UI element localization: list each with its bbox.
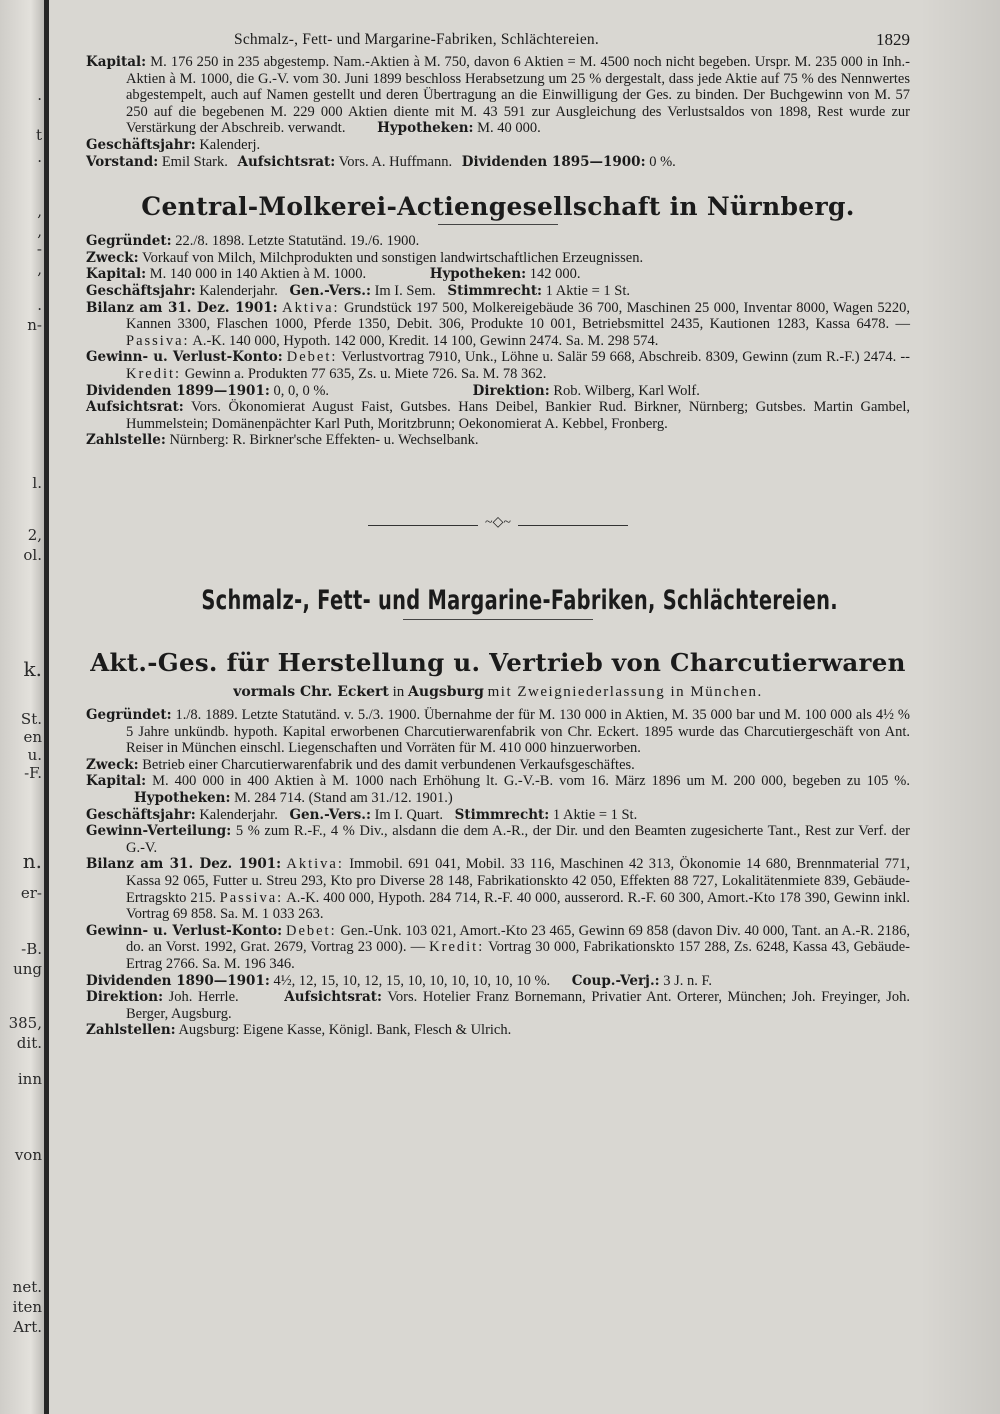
field-label: Direktion: [86,989,164,1006]
passiva-word: Passiva: [219,889,284,906]
field-label: Geschäftsjahr: [86,282,196,299]
margin-fragment: , [37,260,42,278]
c2-kapital-paragraph [86,773,910,806]
margin-fragment: von [14,1146,42,1164]
field-text: Im I. Sem. [374,282,436,299]
field-text: Im I. Quart. [374,806,444,823]
title-underline [438,224,558,225]
margin-fragment: inn [17,1070,42,1088]
field-text: 4½, 12, 15, 10, 12, 15, 10, 10, 10, 10, 10, 10 %. [273,972,551,989]
field-label: Gen.-Vers.: [289,282,371,299]
passiva-word: Passiva: [126,332,190,349]
field-text: A.-K. 140 000, Hypoth. 142 000, Kredit. 14 100, Gewinn 2474. Sa. M. 298 574. [192,332,659,349]
field-text: 1 Aktie = 1 St. [545,282,630,299]
margin-fragment: n. [22,849,42,873]
field-label: Aufsichtsrat: [284,989,382,1006]
field-label: Hypotheken: [429,266,527,283]
margin-fragment: ung [13,960,42,978]
aktiva-word: Aktiva: [286,856,344,873]
field-text: 142 000. [529,266,581,283]
c2-geschaeftsjahr-paragraph [86,807,910,824]
ornament-line-left [368,525,478,526]
c2-zahlstellen-paragraph [86,1022,910,1039]
c2-gegruendet-paragraph [86,707,910,757]
field-label: Stimmrecht: [447,282,543,299]
kredit-word: Kredit: [126,365,182,382]
field-label: Geschäftsjahr: [86,136,196,153]
field-label: Kapital: [86,54,147,70]
field-label: Bilanz am 31. Dez. 1901: [86,856,282,873]
field-text: M. 40 000. [477,120,541,137]
margin-fragment: en [23,728,42,746]
debet-word: Debet: [285,922,337,939]
subtitle-rest: mit Zweigniederlassung in München. [487,684,763,701]
margin-fragment: Art. [13,1318,42,1336]
field-text: M. 400 000 in 400 Aktien à M. 1000 nach Erhöhung lt. G.-V.-B. vom 16. März 1896 um M. 200 000, begeben zu 105 %. [152,773,911,790]
field-text: 22./8. 1898. Letzte Statutänd. 19./6. 1900. [175,233,420,250]
field-text: Betrieb einer Charcutierwarenfabrik und des damit verbundenen Verkaufsgeschäftes. [142,756,635,773]
margin-fragment: ol. [23,546,42,564]
margin-fragment: 385, [8,1014,42,1032]
page-number: 1829 [876,30,910,49]
field-text: Emil Stark. [161,153,228,170]
field-label: Dividenden 1890—1901: [86,972,270,989]
field-text: Verlustvortrag 7910, Unk., Löhne u. Salär 59 668, Abschreib. 8309, Gewinn (zum R.-F.) 2474. -- [341,349,910,366]
field-label: Coup.-Verj.: [571,972,660,989]
field-text: Vortrag 30 000, Fabrikationskto 157 288, Zs. 6248, Kassa 43, Gebäude-Ertrag 2766. Sa. M. 196 346. [126,939,911,972]
field-text: Grundstück 197 500, Molkereigebäude 36 700, Maschinen 25 000, Inventar 8000, Wagen 5220, Kannen 3300, Flaschen 1000, Pferde 1350, Debit. 306, Produkte 10 001, Betriebsmittel 2435, Kautionen 1283, Kassa 6478. — [126,299,911,333]
c1-aufsichtsrat-paragraph [86,399,910,432]
c2-gewinnverteilung-paragraph [86,823,910,856]
field-text: Gewinn a. Produkten 77 635, Zs. u. Miete 726. Sa. M. 78 362. [184,365,547,382]
field-label: Stimmrecht: [454,806,550,823]
field-label: Gewinn- u. Verlust-Konto: [86,349,283,366]
c2-guv-paragraph [86,923,910,973]
c1-guv-paragraph [86,349,910,382]
margin-fragment: n- [27,316,42,334]
c1-zweck-paragraph [86,250,910,267]
company-2-title: Akt.-Ges. für Herstellung u. Vertrieb von Charcutierwaren [90,648,906,678]
field-label: Hypotheken: [134,790,231,807]
company-1-title: Central-Molkerei-Actiengesellschaft in Nürnberg. [141,192,855,222]
field-text: M. 140 000 in 140 Aktien à M. 1000. [149,266,367,283]
section-divider-ornament [368,514,628,533]
c2-direktion-paragraph [86,989,910,1022]
field-label: Direktion: [472,382,550,399]
field-text: Kalenderjahr. [199,282,278,299]
margin-fragment: . [37,296,42,314]
field-label: Zahlstellen: [86,1022,176,1039]
page-edge-shadow [920,0,1000,1414]
field-label: Dividenden 1899—1901: [86,382,270,399]
margin-fragment: 2, [27,526,42,544]
field-text: 1./8. 1889. Letzte Statutänd. v. 5./3. 1900. Übernahme der für M. 130 000 in Aktien, M. 35 000 bar und M. 100 000 als 4½ % 5 Jahre unkündb. hypoth. Kapital erworbenen Charcutierwarenfabrik von Chr. Eckert. 1895 wurde das Charcutiergeschäft von Ant. Reiser in München einschl. Liegenschaften und Vorräten für M. 410 000 hinzuerworben. [126,707,910,757]
margin-fragment: , [37,202,42,220]
field-label: Zweck: [86,249,139,266]
field-label: Gewinn-Verteilung: [86,823,232,840]
field-label: Aufsichtsrat: [86,399,184,416]
margin-fragment: . [37,86,42,104]
field-text: 0 %. [649,153,676,170]
kredit-word: Kredit: [429,939,485,956]
running-head-title: Schmalz-, Fett- und Margarine-Fabriken, Schlächtereien. [234,31,599,48]
c1-bilanz-paragraph [86,300,910,350]
field-label: Gewinn- u. Verlust-Konto: [86,922,283,939]
company-2-subtitle [86,684,910,701]
field-text: Vors. A. Huffmann. [338,153,453,170]
section-heading: Schmalz-, Fett- und Margarine-Fabriken, Schlächtereien. [201,584,838,616]
c2-bilanz-paragraph [86,856,910,922]
margin-fragment: iten [12,1298,42,1316]
margin-fragment: k. [23,657,42,681]
c1-zahlstelle-paragraph [86,432,910,449]
margin-fragment: dit. [16,1034,42,1052]
ornament-line-right [518,525,628,526]
aktiva-word: Aktiva: [282,299,340,316]
section-heading-underline [403,619,593,620]
field-text: Nürnberg: R. Birkner'sche Effekten- u. Wechselbank. [169,432,479,449]
field-text: Kalenderjahr. [199,806,278,823]
field-text: Rob. Wilberg, Karl Wolf. [553,382,700,399]
field-text: A.-K. 400 000, Hypoth. 284 714, R.-F. 40 000, ausserord. R.-F. 60 300, Amort.-Kto 178 390, Gewinn inkl. Vortrag 69 858. Sa. M. 1 033 263. [126,889,911,923]
field-text: Gen.-Unk. 103 021, Amort.-Kto 23 465, Gewinn 69 858 (davon Div. 40 000, Tant. an A.-R. 2186, do. an Vorst. 1992, Grat. 2679, Vortrag 23 000). — [126,922,910,956]
field-label: Kapital: [86,266,147,283]
margin-fragment: -B. [21,940,42,958]
field-text: 5 % zum R.-F., 4 % Div., alsdann die dem A.-R., der Dir. und den Beamten zugesicherte Tant., Rest zur Verf. der G.-V. [126,823,911,856]
field-text: Augsburg: Eigene Kasse, Königl. Bank, Flesch & Ulrich. [178,1022,512,1039]
field-text: 0, 0, 0 %. [273,382,330,399]
c1-dividenden-paragraph [86,383,910,400]
margin-fragment: , [37,222,42,240]
field-label: Gen.-Vers.: [289,806,371,823]
field-label: Dividenden 1895—1900: [461,153,646,170]
field-text: M. 284 714. (Stand am 31./12. 1901.) [234,790,453,807]
prev-geschaeftsjahr-paragraph [86,137,910,154]
debet-word: Debet: [286,349,338,366]
binding-gutter-line [44,0,49,1414]
field-label: Aufsichtsrat: [237,153,336,170]
c1-kapital-paragraph [86,266,910,283]
margin-fragment: l. [32,474,42,492]
c1-gegruendet-paragraph [86,233,910,250]
field-text: Kalenderj. [199,136,261,153]
field-label: Zahlstelle: [86,432,166,449]
field-text: M. 176 250 in 235 abgestemp. Nam.-Aktien à M. 750, davon 6 Aktien = M. 4500 noch nicht begeben. Urspr. M. 235 000 in Inh.-Aktien à M. 1000, die G.-V. vom 30. Juni 1899 beschloss Herabsetzung um 25 % dergestalt, dass jede Aktie auf 75 % des Nennwertes abgestempelt, auch auf Namen gestellt und deren Übertragung an die Einwilligung der Ges. zu binden. Der Buchgewinn von M. 57 250 auf die begebenen M. 229 000 Aktien diente mit M. 43 591 zur Ausgleichung des Verlustsaldos von 1898, Rest wurde zur Verstärkung der Abschreib. verwandt. [126,54,911,137]
field-label: Geschäftsjahr: [86,806,196,823]
field-text: Vorkauf von Milch, Milchprodukten und sonstigen landwirtschaftlichen Erzeugnissen. [142,249,644,266]
field-text: Immobil. 691 041, Mobil. 33 116, Maschinen 42 313, Ökonomie 14 680, Brennmaterial 771, Kassa 92 065, Futter u. Streu 293, Kto pro Diverse 28 148, Fabrikationskto 42 050, Effekten 88 727, Lokalitätenmiete 839, Gebäude-Ertragskto 215. [126,856,911,906]
field-text: Joh. Herrle. [168,989,239,1006]
prev-kapital-paragraph [86,54,910,137]
margin-fragment: u. [27,746,42,764]
ornament-glyph: ~◇~ [485,514,511,530]
margin-fragment: - [36,240,42,258]
previous-entry [86,54,910,170]
field-text: Vors. Ökonomierat August Faist, Gutsbes. Hans Deibel, Bankier Rud. Birkner, Nürnberg; Gutsbes. Martin Gambel, Hummelstein; Domänenpächter Karl Puth, Moritzbrunn; Oekonomierat A. Kebbel, Fronberg. [126,399,910,432]
field-label: Hypotheken: [377,120,474,137]
margin-fragment: net. [12,1278,42,1296]
c1-geschaeftsjahr-paragraph [86,283,910,300]
subtitle-in: in [392,684,405,701]
subtitle-prefix: vormals Chr. Eckert [233,684,389,701]
field-label: Vorstand: [86,153,159,170]
margin-fragment: -F. [24,764,42,782]
prev-vorstand-paragraph [86,154,910,171]
running-head [86,28,910,54]
adjacent-page-margin [0,0,44,1414]
c2-zweck-paragraph [86,757,910,774]
subtitle-city: Augsburg [408,684,484,701]
margin-fragment: St. [20,710,42,728]
company-1-entry [86,233,910,449]
field-label: Gegründet: [86,233,172,250]
field-text: 1 Aktie = 1 St. [552,806,638,823]
field-label: Zweck: [86,756,139,773]
field-text: Vors. Hotelier Franz Bornemann, Privatier Ant. Orterer, München; Joh. Freyinger, Joh. Berger, Augsburg. [126,989,910,1022]
field-text: 3 J. n. F. [663,972,713,989]
field-label: Bilanz am 31. Dez. 1901: [86,299,278,316]
margin-fragment: t [35,126,42,144]
field-label: Kapital: [86,773,147,790]
company-2-entry [86,707,910,1039]
margin-fragment: er- [20,884,42,902]
field-label: Gegründet: [86,707,172,724]
margin-fragment: . [37,148,42,166]
document-page [86,28,910,1039]
c2-dividenden-paragraph [86,973,910,990]
